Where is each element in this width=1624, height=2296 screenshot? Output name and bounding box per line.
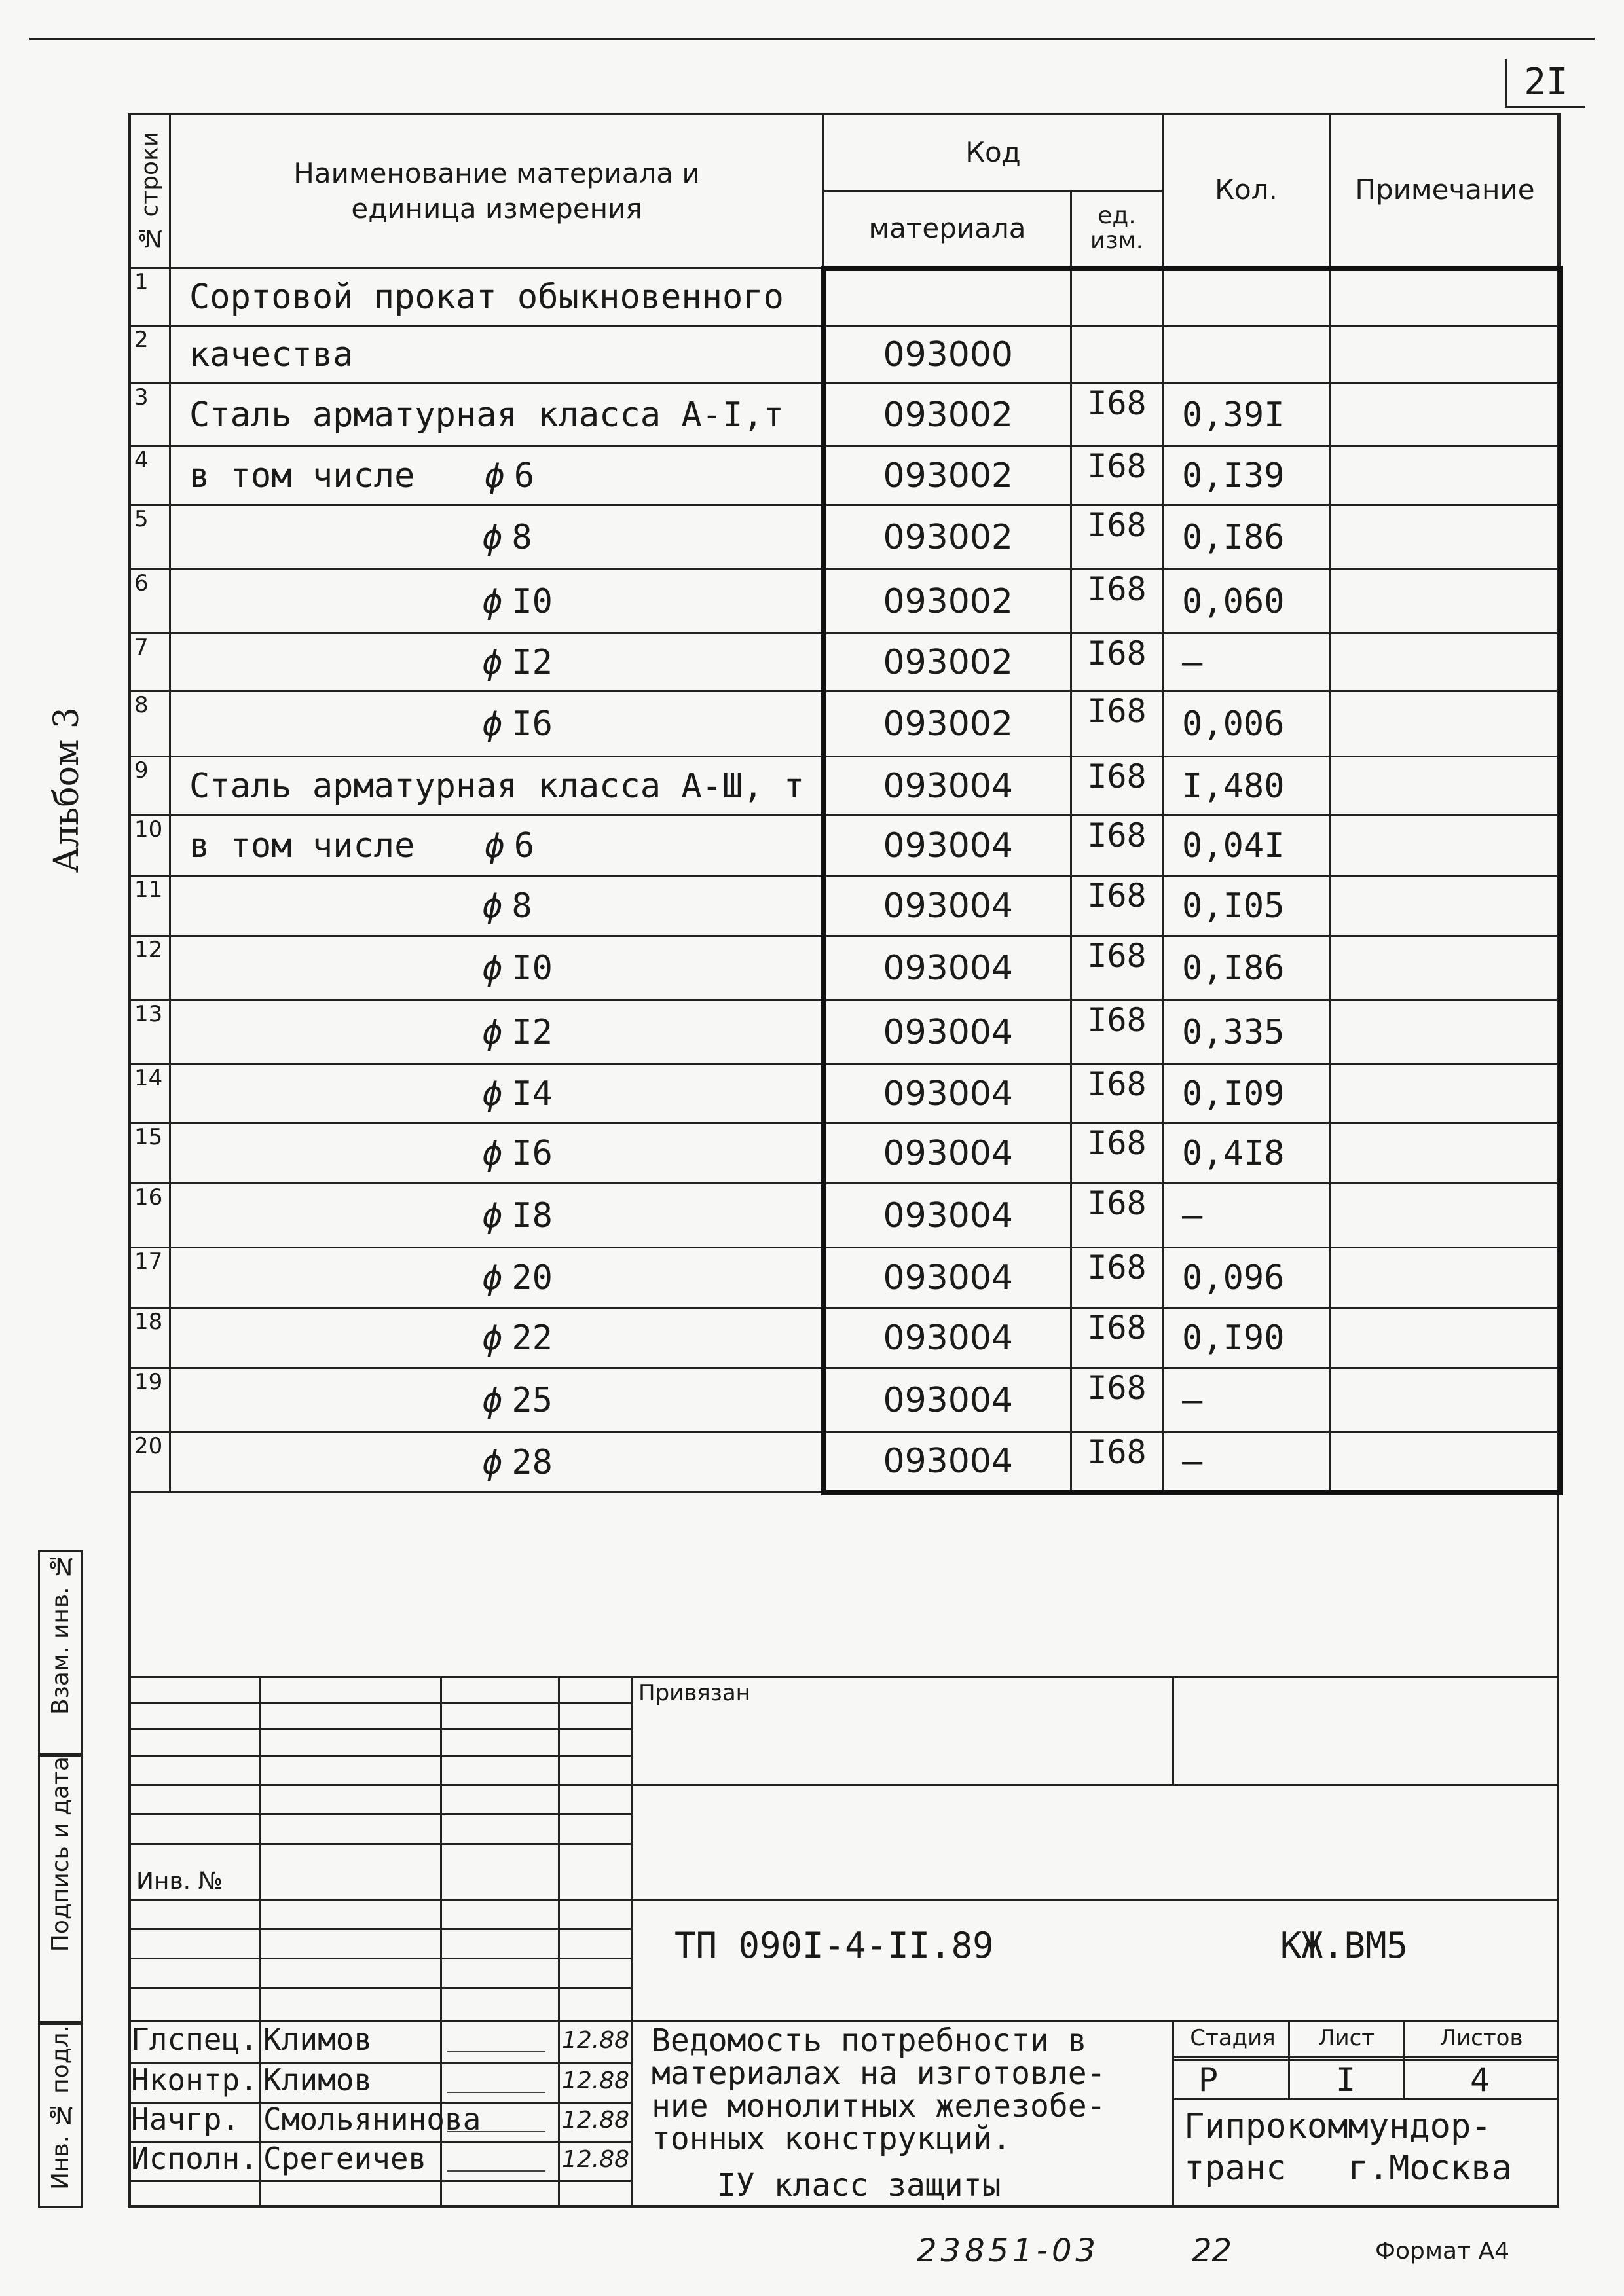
header-note: Примечание [1330, 114, 1560, 268]
note [1330, 1368, 1560, 1432]
quantity: 0,060 [1163, 570, 1330, 634]
material-name [170, 1184, 824, 1248]
material-name [170, 505, 824, 570]
material-name-text: Сортовой прокат обыкновенного [189, 277, 784, 317]
unit-code: I68 [1071, 1123, 1163, 1184]
tb-line [128, 1899, 1559, 1901]
material-code: 093002 [824, 384, 1071, 446]
stage-label: Стадия [1190, 2025, 1276, 2051]
table-row [130, 634, 1560, 691]
material-name-text: качества [189, 335, 354, 374]
tb-line [128, 1843, 633, 1845]
material-code: 093004 [824, 876, 1071, 936]
note [1330, 936, 1560, 1000]
handwritten-signature [447, 2144, 555, 2172]
quantity: 0,I39 [1163, 446, 1330, 505]
note [1330, 757, 1560, 816]
note [1330, 1432, 1560, 1493]
inv-no-label: Инв. № [136, 1868, 223, 1895]
material-code: 093002 [824, 634, 1071, 691]
material-name [170, 876, 824, 936]
unit-code: I68 [1071, 936, 1163, 1000]
row-number: 18 [130, 1308, 170, 1368]
note [1330, 1308, 1560, 1368]
tb-line [128, 1784, 1559, 1786]
material-name [170, 816, 824, 876]
diameter-value: 20 [511, 1258, 553, 1298]
paper-format: Формат А4 [1375, 2238, 1510, 2265]
material-code: 093004 [824, 1308, 1071, 1368]
quantity [1163, 326, 1330, 384]
table-row [130, 757, 1560, 816]
signer-role: Глспец. [131, 2022, 258, 2057]
quantity: 0,335 [1163, 1000, 1330, 1065]
diameter-symbol: ϕ [482, 581, 503, 621]
table-row [130, 1065, 1560, 1123]
strip-vzam-label: Взам. инв. № [46, 1552, 74, 1715]
material-name [170, 634, 824, 691]
note [1330, 1000, 1560, 1065]
title-line: материалах на изготовле- [652, 2055, 1106, 2092]
quantity: – [1163, 1432, 1330, 1493]
material-name [170, 757, 824, 816]
material-name [170, 1000, 824, 1065]
header-row-number: № строки [130, 114, 170, 268]
strip-podpis-label: Подпись и дата [46, 1757, 74, 1952]
material-name-text: в том числе [189, 456, 415, 496]
quantity: 0,I86 [1163, 505, 1330, 570]
diameter-symbol: ϕ [482, 704, 503, 744]
quantity: – [1163, 1184, 1330, 1248]
table-row [130, 384, 1560, 446]
quantity: – [1163, 634, 1330, 691]
unit-code: I68 [1071, 570, 1163, 634]
header-material-code: материала [824, 191, 1071, 268]
tb-vline [631, 1676, 633, 2208]
row-number: 15 [130, 1123, 170, 1184]
unit-code: I68 [1071, 1432, 1163, 1493]
unit-code: I68 [1071, 1065, 1163, 1123]
diameter-symbol: ϕ [482, 1012, 503, 1052]
signer-role: Исполн. [131, 2141, 258, 2176]
material-code: 093004 [824, 1000, 1071, 1065]
row-number: 14 [130, 1065, 170, 1123]
handwritten-signature [447, 2025, 555, 2052]
organization-line-2: транс г.Москва [1184, 2149, 1512, 2188]
diameter-symbol: ϕ [482, 1380, 503, 1420]
material-code: 093004 [824, 1123, 1071, 1184]
tb-vline [1403, 2020, 1405, 2098]
unit-code: I68 [1071, 446, 1163, 505]
note [1330, 1123, 1560, 1184]
diameter-value: I6 [511, 1133, 553, 1173]
sheet-value: I [1336, 2061, 1356, 2099]
diameter-symbol: ϕ [484, 456, 505, 496]
material-code [824, 268, 1071, 326]
diameter-value: I0 [511, 948, 553, 988]
strip-vzam [38, 1550, 83, 1755]
quantity: 0,4I8 [1163, 1123, 1330, 1184]
unit-code [1071, 326, 1163, 384]
row-number: 10 [130, 816, 170, 876]
quantity: 0,096 [1163, 1248, 1330, 1308]
row-number: 8 [130, 691, 170, 757]
strip-inv-podl-label: Инв. № подл. [46, 2025, 74, 2190]
unit-code: I68 [1071, 1308, 1163, 1368]
note [1330, 326, 1560, 384]
signer-role: Начгр. [131, 2102, 240, 2137]
quantity: 0,I09 [1163, 1065, 1330, 1123]
material-name [170, 691, 824, 757]
quantity: I,480 [1163, 757, 1330, 816]
tb-line [1172, 2056, 1559, 2058]
signature-date: 12.88 [562, 2027, 630, 2054]
material-name-text: Сталь арматурная класса А-Ш, т [189, 766, 805, 806]
diameter-value: 28 [511, 1442, 553, 1482]
note [1330, 1184, 1560, 1248]
material-code: 093004 [824, 1065, 1071, 1123]
diameter-symbol: ϕ [482, 948, 503, 988]
table-row [130, 268, 1560, 326]
signer-name: Климов [263, 2062, 373, 2098]
note [1330, 634, 1560, 691]
material-name-text: Сталь арматурная класса А-I,т [189, 395, 784, 435]
diameter-symbol: ϕ [482, 886, 503, 926]
header-code: Код [824, 114, 1163, 191]
unit-code: I68 [1071, 1248, 1163, 1308]
row-number: 1 [130, 268, 170, 326]
material-code: 093004 [824, 936, 1071, 1000]
material-code: 093002 [824, 570, 1071, 634]
unit-code: I68 [1071, 384, 1163, 446]
row-number: 7 [130, 634, 170, 691]
row-number: 5 [130, 505, 170, 570]
title-line: Ведомость потребности в [652, 2022, 1087, 2059]
diameter-symbol: ϕ [482, 1442, 503, 1482]
table-row [130, 1248, 1560, 1308]
material-name [170, 1432, 824, 1493]
diameter-value: 6 [513, 456, 534, 496]
material-name-text: в том числе [189, 826, 415, 866]
sheets-value: 4 [1470, 2061, 1490, 2099]
diameter-value: I0 [511, 581, 553, 621]
material-code: 093000 [824, 326, 1071, 384]
strip-inv-podl [38, 2023, 83, 2208]
album-label: Альбом 3 [47, 707, 86, 873]
material-code: 093004 [824, 816, 1071, 876]
signature-date: 12.88 [562, 2146, 630, 2173]
organization-line-1: Гипрокоммундор- [1184, 2107, 1492, 2146]
unit-code: I68 [1071, 757, 1163, 816]
material-name [170, 1123, 824, 1184]
tb-line [128, 1958, 633, 1959]
quantity: 0,006 [1163, 691, 1330, 757]
table-row [130, 570, 1560, 634]
row-number: 12 [130, 936, 170, 1000]
protection-class: IУ класс защиты [717, 2167, 1001, 2204]
diameter-symbol: ϕ [482, 517, 503, 557]
table-row [130, 1432, 1560, 1493]
unit-code: I68 [1071, 1184, 1163, 1248]
strip-podpis [38, 1755, 83, 2023]
table-row [130, 691, 1560, 757]
material-code: 093002 [824, 505, 1071, 570]
tb-line [1172, 2059, 1559, 2061]
tb-vline [259, 1676, 261, 2208]
note [1330, 268, 1560, 326]
unit-code: I68 [1071, 876, 1163, 936]
table-row [130, 876, 1560, 936]
material-name [170, 384, 824, 446]
row-number: 6 [130, 570, 170, 634]
note [1330, 691, 1560, 757]
material-name [170, 268, 824, 326]
signature-date: 12.88 [562, 2068, 630, 2094]
tb-line [128, 1702, 633, 1704]
material-code: 093002 [824, 691, 1071, 757]
note [1330, 505, 1560, 570]
diameter-value: I6 [511, 704, 553, 744]
quantity: 0,I86 [1163, 936, 1330, 1000]
material-name [170, 936, 824, 1000]
tb-line [1172, 2098, 1559, 2100]
note [1330, 1065, 1560, 1123]
note [1330, 816, 1560, 876]
tb-line [128, 1987, 633, 1989]
row-number: 20 [130, 1432, 170, 1493]
stage-value: Р [1198, 2061, 1219, 2099]
signer-name: Климов [263, 2022, 373, 2057]
table-row [130, 1308, 1560, 1368]
quantity: 0,I90 [1163, 1308, 1330, 1368]
quantity: 0,39I [1163, 384, 1330, 446]
unit-code: I68 [1071, 634, 1163, 691]
tb-vline [558, 1676, 560, 2208]
header-row-1 [130, 114, 1560, 191]
header-unit: ед. изм. [1071, 191, 1163, 268]
quantity [1163, 268, 1330, 326]
row-number: 4 [130, 446, 170, 505]
diameter-symbol: ϕ [482, 642, 503, 682]
tb-line-top [128, 1676, 1559, 1678]
document-title [652, 2024, 1106, 2155]
sheet-label: Лист [1318, 2025, 1375, 2051]
unit-code [1071, 268, 1163, 326]
signer-role: Нконтр. [131, 2062, 258, 2098]
material-code: 093004 [824, 1368, 1071, 1432]
row-number: 9 [130, 757, 170, 816]
diameter-symbol: ϕ [482, 1133, 503, 1173]
note [1330, 1248, 1560, 1308]
diameter-value: I4 [511, 1074, 553, 1114]
page-number: 22 [1192, 2232, 1232, 2269]
top-border-line [29, 38, 1595, 40]
materials-table [128, 113, 1563, 1495]
privyazan-label: Привязан [638, 1680, 750, 1706]
note [1330, 384, 1560, 446]
tb-line [128, 1813, 633, 1815]
diameter-value: I8 [511, 1195, 553, 1235]
diameter-value: I2 [511, 1012, 553, 1052]
title-line: тонных конструкций. [652, 2121, 1012, 2157]
material-name [170, 1308, 824, 1368]
diameter-value: 8 [511, 517, 532, 557]
diameter-symbol: ϕ [482, 1074, 503, 1114]
quantity: 0,I05 [1163, 876, 1330, 936]
table-row [130, 505, 1560, 570]
unit-code: I68 [1071, 816, 1163, 876]
tb-line [128, 2180, 633, 2182]
unit-code: I68 [1071, 1000, 1163, 1065]
material-code: 093004 [824, 1184, 1071, 1248]
table-row [130, 1368, 1560, 1432]
row-number: 11 [130, 876, 170, 936]
row-number: 2 [130, 326, 170, 384]
material-code: 093004 [824, 1248, 1071, 1308]
unit-code: I68 [1071, 1368, 1163, 1432]
tb-vline [1172, 2020, 1174, 2208]
table-row [130, 1184, 1560, 1248]
handwritten-signature [447, 2066, 555, 2093]
material-name [170, 1065, 824, 1123]
row-number: 3 [130, 384, 170, 446]
diameter-symbol: ϕ [482, 1195, 503, 1235]
table-row [130, 326, 1560, 384]
table-row [130, 936, 1560, 1000]
unit-code: I68 [1071, 505, 1163, 570]
tb-vline [1288, 2020, 1290, 2098]
row-number: 17 [130, 1248, 170, 1308]
diameter-value: 8 [511, 886, 532, 926]
signature-date: 12.88 [562, 2107, 630, 2134]
document-code: ТП 090I-4-II.89 [674, 1925, 994, 1966]
diameter-value: 25 [511, 1380, 553, 1420]
quantity: – [1163, 1368, 1330, 1432]
diameter-symbol: ϕ [484, 826, 505, 866]
row-number: 19 [130, 1368, 170, 1432]
tb-line [128, 1928, 633, 1930]
header-material-name: Наименование материала и единица измерения [170, 114, 824, 268]
sheets-label: Листов [1439, 2025, 1523, 2051]
diameter-value: 6 [513, 826, 534, 866]
tb-line [128, 1755, 633, 1757]
document-mark: КЖ.ВМ5 [1280, 1925, 1409, 1966]
table-row [130, 816, 1560, 876]
material-name [170, 446, 824, 505]
sheet-number: 2I [1505, 59, 1585, 108]
diameter-value: I2 [511, 642, 553, 682]
note [1330, 446, 1560, 505]
note [1330, 876, 1560, 936]
tb-line [128, 1728, 633, 1730]
diameter-symbol: ϕ [482, 1318, 503, 1358]
diameter-symbol: ϕ [482, 1258, 503, 1298]
signer-name: Смольянинова [263, 2102, 481, 2137]
header-quantity: Кол. [1163, 114, 1330, 268]
note [1330, 570, 1560, 634]
material-code: 093004 [824, 757, 1071, 816]
unit-code: I68 [1071, 691, 1163, 757]
diameter-value: 22 [511, 1318, 553, 1358]
material-name [170, 570, 824, 634]
quantity: 0,04I [1163, 816, 1330, 876]
table-row [130, 1000, 1560, 1065]
tb-vline [1172, 1676, 1174, 1784]
material-name [170, 1368, 824, 1432]
title-line: ние монолитных железобе- [652, 2088, 1106, 2124]
table-row [130, 446, 1560, 505]
row-number: 16 [130, 1184, 170, 1248]
signer-name: Срегеичев [263, 2141, 427, 2176]
material-code: 093004 [824, 1432, 1071, 1493]
material-name [170, 1248, 824, 1308]
archive-number: 23851-03 [917, 2232, 1100, 2269]
material-name [170, 326, 824, 384]
table-row [130, 1123, 1560, 1184]
handwritten-signature [447, 2105, 555, 2132]
material-code: 093002 [824, 446, 1071, 505]
row-number: 13 [130, 1000, 170, 1065]
